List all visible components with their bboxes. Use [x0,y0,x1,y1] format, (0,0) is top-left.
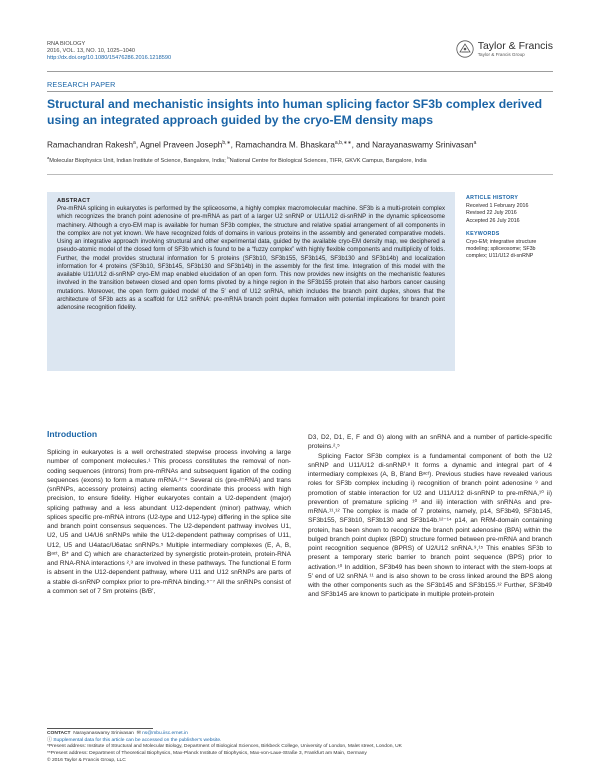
received-date: Received 1 February 2016 [466,203,529,210]
author-name: Ramachandra M. Bhaskara [235,140,335,150]
article-type: RESEARCH PAPER [47,80,116,89]
author-affiliation-mark: a,b,∗∗ [334,140,352,146]
journal-citation: 2016, VOL. 13, NO. 10, 1025–1040 [47,48,136,55]
doi-link[interactable]: http://dx.doi.org/10.1080/15476286.2016.1218590 [47,55,172,62]
affiliations [47,154,553,165]
accepted-date: Accepted 26 July 2016 [466,217,520,224]
abstract-box [47,192,455,371]
author-name: Agnel Praveen Joseph [139,140,223,150]
keywords-text: Cryo-EM; integrative structure modeling; spliceosome; SF3b complex; U11/U12 di-snRNP [466,239,537,260]
publisher-group: Taylor & Francis Group [477,52,525,57]
article-title: Structural and mechanistic insights into human splicing factor SF3b complex derived using an integrated approach guided by the cryo-EM density maps [47,97,543,127]
affiliation-a: Molecular Biophysics Unit, Indian Institute of Science, Bangalore, India; [49,157,226,164]
article-history [466,195,556,225]
affiliation-mark: a [47,155,50,160]
author-name: Narayanaswamy Srinivasan [372,140,474,150]
body-column-left [47,448,291,596]
abstract-heading: ABSTRACT [57,198,91,204]
supplemental-link[interactable]: Supplemental data for this article can be accessed on the publisher's website. [53,737,222,743]
affiliation-mark: b [227,155,230,160]
author-list: Ramachandran Rakesh$^a$, Agnel Praveen Joseph$^{b,∗}$, Ramachandra M. Bhaskara$^{a,b,∗∗}$, and Narayanaswamy Srinivasan$^a$ [47,140,477,150]
revised-date: Revised 22 July 2016 [466,210,517,217]
copyright: © 2016 Taylor & Francis Group, LLC [47,757,126,763]
article-history-heading: ARTICLE HISTORY [466,195,519,201]
body-paragraph: Splicing Factor SF3b complex is a fundamental component of both the U2 snRNP and U11/U12 di-snRNP.⁸ It forms a dynamic and integral part of 4 intermediary complexes (A, B, B′and Bᵃᶜᵗ). Previous studies have revealed various roles for SF3b complex including i) recognition of branch point adenosine ⁹ and promotion of stable interaction for U2 and U11/U12 di-snRNP to pre-mRNA,¹⁰ ii) prevention of premature splicing ¹⁰ and iii) interaction with snRNAs and pre-mRNA.¹¹,¹² The complex is made of 7 proteins, namely, p14, SF3b49, SF3b145, SF3b155, SF3b10, SF3b130 and SF3b14b.¹²⁻¹⁴ p14, an RRM-domain containing protein, has been shown to recognize the branch point adenosine (BPA) within the bulged branch point duplex (BPD) structure formed between pre-mRNA and branch point recognition sequence (BPRS) of U2/U12 snRNA.⁹,¹⁵ This enables SF3b to present a temporary steric barrier to branch point sequence (BPS) prior to activation.¹⁰ In addition, SF3b49 has been shown to interact with the stem-loops at 5′ end of U2 snRNA ¹¹ and is also shown to be cross linked around the BPS along with the other components such as the SF3b145 and SF3b155.¹² Further, SF3b49 and SF3b145 are known to participate in multiple protein-protein [308,452,552,599]
author-affiliation-mark: a [473,140,477,146]
contact-line [47,731,553,738]
contact-email-link[interactable]: ns@mbu.iisc.ernet.in [142,731,188,736]
author-affiliation-mark: b,∗ [222,140,231,146]
affiliation-b: National Centre for Biological Sciences, TIFR, GKVK Campus, Bangalore, India [229,157,427,164]
contact-label: CONTACT [47,731,71,736]
present-address-1: *Present address: Institute of Structural and Molecular Biology, Department of Biological Sciences, Birkbeck College, University of London, Malet street, London, UK [47,744,402,750]
journal-name: RNA BIOLOGY [47,41,86,47]
keywords-heading: KEYWORDS [466,230,500,237]
publisher-emblem-icon [456,40,474,58]
present-address-2: **Present address: Department of Theoretical Biophysics, Max-Planck Institute of Biophysics, Max-von-Laue-Straße 3, Frankfurt am Main, Germany [47,751,367,757]
section-divider [47,91,553,92]
contact-name: Narayanaswamy Srinivasan [73,731,134,736]
header-divider [47,71,553,72]
publisher-name: Taylor & Francis [477,40,553,52]
body-column-right [308,433,552,600]
footnote-divider [47,728,153,729]
info-icon: ⓘ [47,737,52,743]
article-sidebar [466,195,556,267]
author-affiliation-mark: a [133,140,136,146]
body-paragraph: Splicing in eukaryotes is a well orchestrated stepwise process involving a large number of component molecules.¹ This process constitutes the removal of non-coding sequences (introns) from pre-mRNAs and subsequent ligation of the coding sequences (exons) to form a mature mRNA.²⁻⁴ Several cis (pre-mRNA) and trans (snRNPs, accessory proteins) acting elements coordinate this process with high precision, to ensure fidelity. Higher eukaryotes contain a U2-dependent (major) splicing pathway and a less abundant U12-dependent (minor) pathway, which splices specific pre-mRNA introns (U2-type and U12-type) differing in the splice site and branch point consensus sequences. The U2-dependent pathway involves U1, U2, U5 and U4/U6 snRNPs while the U12-dependent pathway comprises of U11, U12, U5 and U4atac/U6atac snRNPs.⁵ Multiple intermediary complexes (E, A, B, Bᵃᶜᵗ, B* and C) which are characterized by synergistic protein-protein, protein-RNA and RNA-RNA interactions ²,³ are involved in these pathways. The functional E form is absent in the U12-dependent pathway, where U11 and U12 snRNPs are parts of a stable di-snRNP complex prior to pre-mRNA binding.⁵⁻⁷ All the snRNPs consist of a common set of 7 Sm proteins (B/B′, [47,449,291,595]
keywords [466,231,556,261]
affiliation-divider [47,174,553,175]
author-separator: , and [351,140,373,150]
publisher-logo [456,40,553,58]
author-name: Ramachandran Rakesh [47,140,134,150]
body-paragraph: D3, D2, D1, E, F and G) along with an snRNA and a number of particle-specific proteins.²,⁵ [308,434,552,451]
introduction-heading: Introduction [47,429,98,439]
email-icon: ✉ [136,731,141,736]
footnotes [47,731,553,765]
journal-header [47,41,171,63]
abstract-text: Pre-mRNA splicing in eukaryotes is performed by the spliceosome, a highly complex macromolecular machine. SF3b is a multi-protein complex which recognizes the branch point adenosine of pre-mRNA as part of a larger U2 snRNP or U11/U12 di-snRNP in the dynamic spliceosome machinery. Although a cryo-EM map is available for human SF3b complex, the structure and relative spatial arrangement of all components in the complex are not yet known. We have recognized folds of domains in various proteins in the assembly and generated comparative models. Using an integrative approach involving structural and other experimental data, guided by the available cryo-EM density map, we deciphered a pseudo-atomic model of the closed form of SF3b which is found to be a “fuzzy complex” with highly flexible components and multiplicity of folds. Further, the model provides structural information for 5 proteins (SF3b10, SF3b155, SF3b145, SF3b130 and SF3b14b) and localization information for 4 proteins (SF3b10, SF3b145, SF3b130 and SF3b14b) in the assembly for the first time. Integration of this model with the available U11/U12 di-snRNP cryo-EM map enabled elucidation of an open form. This now provides new insights on the mechanistic features involved in the transition between closed and open forms pivoted by a hinge region in the SF3b155 protein that also harbors cancer causing mutations. Moreover, the open form guided model of the 5′ end of U12 snRNA, which includes the branch point duplex, shows that the architecture of SF3b acts as a scaffold for U12 snRNA: pre-mRNA branch point duplex formation with potential implications for branch point adenosine recognition fidelity. [57,206,445,311]
